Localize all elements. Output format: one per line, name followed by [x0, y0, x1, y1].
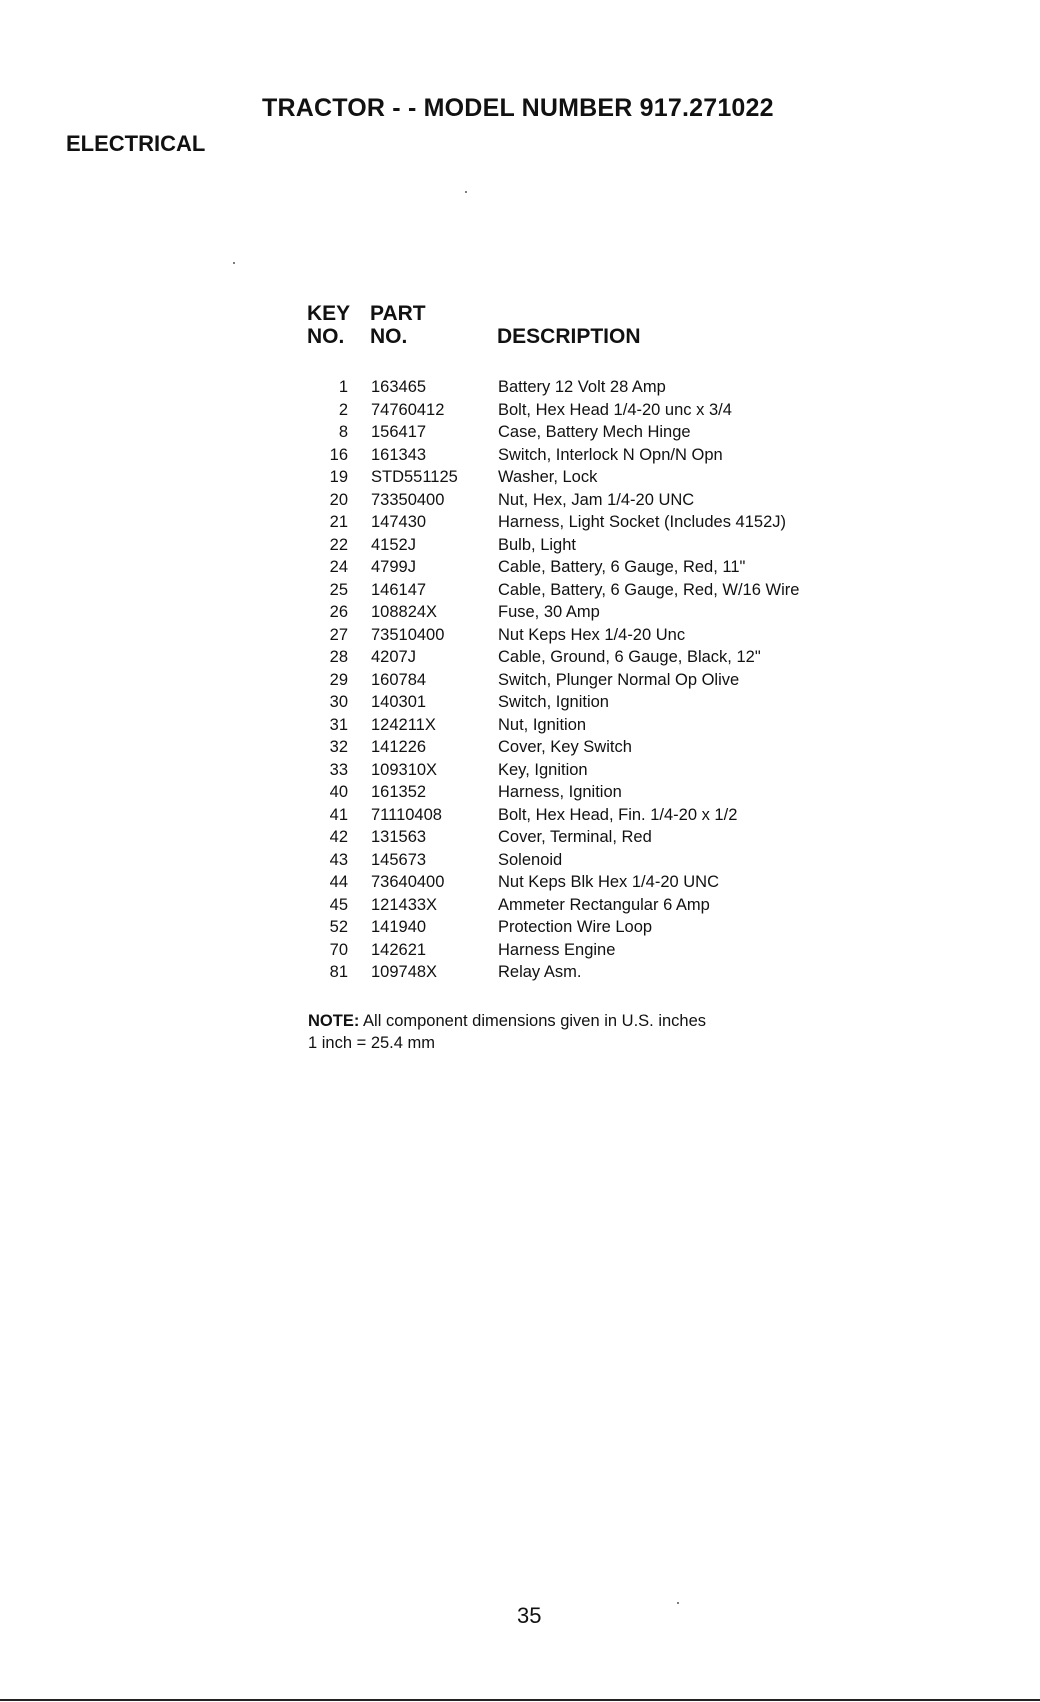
table-row	[300, 446, 860, 469]
key-number: 52	[329, 918, 348, 936]
key-number: 1	[338, 378, 348, 396]
part-description: Bolt, Hex Head 1/4-20 unc x 3/4	[498, 400, 732, 419]
part-description: Cable, Ground, 6 Gauge, Black, 12"	[498, 648, 761, 666]
table-row	[300, 716, 860, 739]
key-number: 29	[329, 670, 348, 689]
key-number: 41	[329, 805, 348, 824]
part-description: Harness Engine	[498, 940, 616, 959]
part-number: 141226	[371, 738, 427, 756]
part-number: 71110408	[371, 805, 442, 824]
key-number: 70	[329, 940, 348, 959]
part-description: Fuse, 30 Amp	[498, 603, 600, 621]
part-description: Harness, Ignition	[498, 783, 622, 801]
part-number: STD551125	[371, 468, 458, 486]
table-row	[300, 918, 860, 941]
part-number: 161352	[371, 783, 427, 801]
key-number: 40	[329, 783, 348, 801]
table-row	[300, 761, 860, 784]
part-description: Cable, Battery, 6 Gauge, Red, W/16 Wire	[498, 580, 800, 599]
part-number: 108824X	[371, 603, 438, 621]
part-description: Ammeter Rectangular 6 Amp	[498, 895, 710, 914]
part-number: 4207J	[371, 648, 416, 666]
key-number: 30	[329, 693, 348, 711]
part-number: 74760412	[371, 400, 445, 419]
part-number: 163465	[371, 378, 427, 396]
key-number: 31	[329, 715, 348, 734]
note-line	[308, 1010, 706, 1032]
part-number: 109310X	[371, 760, 438, 779]
note-text: All component dimensions given in U.S. inches	[359, 1012, 707, 1030]
table-row	[300, 468, 860, 491]
section-heading: ELECTRICAL	[66, 131, 206, 156]
table-row	[300, 828, 860, 851]
part-description: Switch, Interlock N Opn/N Opn	[498, 445, 723, 464]
part-number: 131563	[371, 828, 427, 846]
part-description: Case, Battery Mech Hinge	[498, 423, 691, 441]
page-edge-rule	[0, 1699, 1040, 1701]
key-number: 43	[329, 850, 348, 869]
part-description: Nut, Ignition	[498, 715, 587, 734]
part-number: 121433X	[371, 895, 438, 914]
scan-speck	[677, 1602, 679, 1604]
table-row	[300, 603, 860, 626]
table-row	[300, 581, 860, 604]
note-label: NOTE:	[308, 1012, 360, 1030]
part-description: Cover, Key Switch	[498, 738, 632, 756]
part-description: Washer, Lock	[498, 468, 598, 486]
part-description: Key, Ignition	[498, 760, 588, 779]
key-number: 27	[329, 625, 348, 644]
part-number: 141940	[371, 918, 427, 936]
table-row	[300, 873, 860, 896]
parts-list	[300, 378, 860, 986]
key-number: 44	[329, 873, 348, 891]
table-row	[300, 738, 860, 761]
part-number: 73640400	[371, 873, 445, 891]
part-description: Switch, Plunger Normal Op Olive	[498, 670, 740, 689]
table-row	[300, 648, 860, 671]
part-description: Nut Keps Hex 1/4-20 Unc	[498, 625, 686, 644]
table-row	[300, 536, 860, 559]
key-number: 20	[329, 490, 348, 509]
column-header-key: KEY	[307, 302, 351, 325]
part-description: Solenoid	[498, 850, 563, 869]
part-number: 4799J	[371, 558, 416, 576]
key-number: 16	[329, 445, 348, 464]
part-description: Bolt, Hex Head, Fin. 1/4-20 x 1/2	[498, 805, 738, 824]
key-number: 2	[338, 400, 348, 419]
part-description: Cable, Battery, 6 Gauge, Red, 11"	[498, 558, 746, 576]
key-number: 32	[329, 738, 348, 756]
part-number: 73510400	[371, 625, 445, 644]
scan-speck	[233, 262, 235, 264]
key-number: 21	[329, 513, 348, 531]
part-description: Harness, Light Socket (Includes 4152J)	[498, 513, 786, 531]
column-header-description: DESCRIPTION	[497, 325, 641, 348]
unit-conversion: 1 inch = 25.4 mm	[308, 1034, 436, 1052]
table-row	[300, 626, 860, 649]
table-row	[300, 423, 860, 446]
part-number: 124211X	[371, 715, 436, 734]
key-number: 25	[329, 580, 348, 599]
part-number: 146147	[371, 580, 427, 599]
key-number: 42	[329, 828, 348, 846]
key-number: 8	[338, 423, 348, 441]
key-number: 26	[329, 603, 348, 621]
table-row	[300, 693, 860, 716]
part-number: 142621	[371, 940, 427, 959]
table-row	[300, 783, 860, 806]
part-number: 140301	[371, 693, 427, 711]
column-header-part: PART	[370, 302, 426, 325]
table-row	[300, 896, 860, 919]
scan-speck	[465, 191, 467, 193]
table-row	[300, 513, 860, 536]
part-number: 109748X	[371, 963, 438, 981]
key-number: 33	[329, 760, 348, 779]
part-description: Bulb, Light	[498, 535, 576, 554]
table-row	[300, 806, 860, 829]
part-number: 147430	[371, 513, 427, 531]
table-row	[300, 671, 860, 694]
part-description: Nut, Hex, Jam 1/4-20 UNC	[498, 490, 695, 509]
part-number: 4152J	[371, 535, 416, 554]
part-description: Protection Wire Loop	[498, 918, 653, 936]
note-block	[308, 1010, 706, 1054]
part-description: Nut Keps Blk Hex 1/4-20 UNC	[498, 873, 720, 891]
part-description: Cover, Terminal, Red	[498, 828, 652, 846]
key-number: 24	[329, 558, 348, 576]
key-number: 19	[329, 468, 348, 486]
part-number: 73350400	[371, 490, 445, 509]
part-number: 161343	[371, 445, 427, 464]
table-row	[300, 378, 860, 401]
key-number: 22	[329, 535, 348, 554]
part-description: Switch, Ignition	[498, 693, 609, 711]
key-number: 81	[329, 963, 348, 981]
part-description: Battery 12 Volt 28 Amp	[498, 378, 666, 396]
table-row	[300, 941, 860, 964]
part-description: Relay Asm.	[498, 963, 582, 981]
part-number: 145673	[371, 850, 427, 869]
table-row	[300, 401, 860, 424]
column-header-part-no: NO.	[370, 325, 408, 348]
table-row	[300, 963, 860, 986]
key-number: 45	[329, 895, 348, 914]
part-number: 160784	[371, 670, 427, 689]
table-row	[300, 851, 860, 874]
column-header-key-no: NO.	[307, 325, 345, 348]
table-row	[300, 491, 860, 514]
page-number: 35	[517, 1603, 542, 1628]
page-title: TRACTOR - - MODEL NUMBER 917.271022	[262, 94, 774, 122]
table-row	[300, 558, 860, 581]
part-number: 156417	[371, 423, 427, 441]
key-number: 28	[329, 648, 348, 666]
